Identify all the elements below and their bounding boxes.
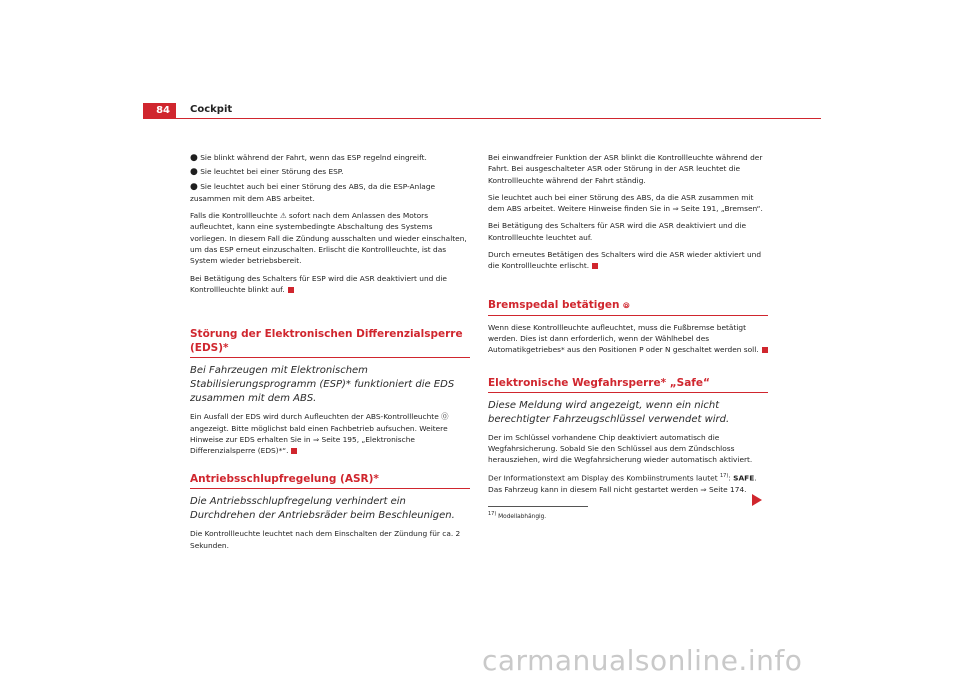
end-mark-icon	[288, 287, 294, 293]
next-page-arrow-icon[interactable]	[752, 494, 762, 506]
end-mark-icon	[592, 263, 598, 269]
bullet-dot-icon: ●	[190, 167, 198, 178]
paragraph: Die Kontrollleuchte leuchtet nach dem Einschalten der Zündung für ca. 2 Sekunden.	[190, 529, 461, 550]
right-column	[488, 152, 768, 526]
paragraph: Wenn diese Kontrollleuchte aufleuchtet, muss die Fußbremse betätigt werden. Dies ist dann erforderlich, wenn der Wählhebel des Automatikgetriebes* aus den Positionen P oder N geschaltet werden soll.	[488, 322, 768, 356]
lead-text: Die Antriebsschlupfregelung verhindert ein Durchdrehen der Antriebsräder beim Beschleunigen.	[190, 496, 455, 522]
paragraph: Durch erneutes Betätigen des Schalters wird die ASR wieder aktiviert und die Kontrollleuchte erlischt.	[488, 250, 762, 271]
paragraph: Bei Betätigung des Schalters für ASR wird die ASR deaktiviert und die Kontrollleuchte leuchtet auf.	[488, 221, 747, 242]
heading-rule	[488, 392, 768, 393]
paragraph: Der Informationstext am Display des Kombiinstruments lautet $^{17)}$: SAFE. Das Fahrzeug kann in diesem Fall nicht gestartet werden ⇒ Seite 174.	[488, 473, 757, 495]
paragraph: Bei einwandfreier Funktion der ASR blinkt die Kontrollleuchte während der Fahrt. Bei ausgeschalteter ASR oder Störung in der ASR leuchtet die Kontrollleuchte während der Fahrt ständig.	[488, 153, 763, 185]
paragraph: Sie leuchtet auch bei einer Störung des ABS, da die ASR zusammen mit dem ABS arbeitet. Weitere Hinweise finden Sie in ⇒ Seite 191, „Bremsen“.	[488, 192, 763, 214]
lead-text: Bei Fahrzeugen mit Elektronischem Stabilisierungsprogramm (ESP)* funktioniert die EDS zusammen mit dem ABS.	[190, 365, 455, 405]
paragraph: Falls die Kontrollleuchte ⚠ sofort nach dem Anlassen des Motors aufleuchtet, kann eine systembedingte Abschaltung des Systems vorliegen. In diesem Fall die Zündung ausschalten und wieder einschalten, um das ESP erneut einzuschalten. Erlischt die Kontrollleuchte, ist das System wieder betriebsbereit.	[190, 211, 467, 266]
brake-warning-icon: ⦾	[623, 300, 630, 310]
heading-safe: Elektronische Wegfahrsperre* „Safe“	[488, 376, 710, 389]
paragraph: Bei Betätigung des Schalters für ESP wird die ASR deaktiviert und die Kontrollleuchte blinkt auf.	[190, 273, 447, 294]
left-column	[190, 152, 470, 557]
paragraph: Der im Schlüssel vorhandene Chip deaktiviert automatisch die Wegfahrsicherung. Sobald Sie den Schlüssel aus dem Zündschloss herausziehen, wird die Wegfahrsicherung wieder automatisch aktiviert.	[488, 432, 753, 465]
paragraph: Ein Ausfall der EDS wird durch Aufleuchten der ABS-Kontrollleuchte ⓪ angezeigt. Bitte möglichst bald einen Fachbetrieb aufsuchen. Weitere Hinweise zur EDS erhalten Sie in ⇒ Seite 195, „Elektronische Differenzialsperre (EDS)*“.	[190, 412, 449, 456]
footnote: 17) Modellabhängig.	[488, 510, 547, 520]
heading-rule	[190, 357, 470, 358]
heading-rule	[190, 488, 470, 489]
end-mark-icon	[291, 448, 297, 454]
heading-asr: Antriebsschlupfregelung (ASR)*	[190, 473, 379, 486]
bullet-item: ● Sie leuchtet bei einer Störung des ESP.	[190, 167, 344, 178]
section-title: Cockpit	[190, 104, 233, 115]
heading-rule	[488, 315, 768, 316]
lead-text: Diese Meldung wird angezeigt, wenn ein nicht berechtigter Fahrzeugschlüssel verwendet wird.	[488, 399, 730, 425]
bullet-dot-icon: ●	[190, 153, 198, 163]
page-number: 84	[143, 103, 176, 118]
bullet-item: ● Sie leuchtet auch bei einer Störung des ABS, da die ESP-Anlage zusammen mit dem ABS arbeitet.	[190, 181, 436, 203]
bullet-dot-icon: ●	[190, 181, 198, 192]
footnote-rule	[488, 506, 588, 507]
heading-brake: Bremspedal betätigen ⦾	[488, 298, 630, 311]
header-rule	[143, 118, 821, 119]
heading-eds: Störung der Elektronischen Differenzialsperre (EDS)*	[190, 328, 463, 355]
bullet-item: ● Sie blinkt während der Fahrt, wenn das ESP regelnd eingreift.	[190, 153, 427, 163]
watermark: carmanualsonline.info	[482, 644, 803, 677]
end-mark-icon	[762, 347, 768, 353]
